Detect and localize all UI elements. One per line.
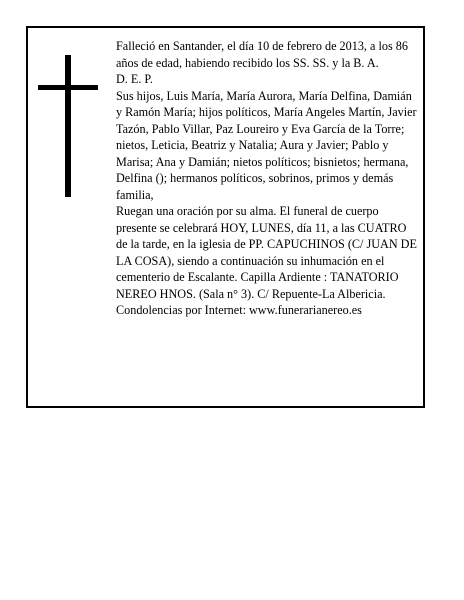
rip-abbreviation: D. E. P. bbox=[116, 72, 153, 86]
cross-icon bbox=[38, 55, 98, 197]
death-announcement: Falleció en Santander, el día 10 de febrero de 2013, a los 86 años de edad, habiendo recibido los SS. SS. y la B. A. bbox=[116, 39, 408, 70]
funeral-details: Ruegan una oración por su alma. El funeral de cuerpo presente se celebrará HOY, LUNES, día 11, a las CUATRO de la tarde, en la iglesia de PP. CAPUCHINOS (C/ JUAN DE LA COSA), siendo a continuación su inhumación en el cementerio de Escalante. Capilla Ardiente : TANATORIO NEREO HNOS. (Sala n° 3). C/ Repuente-La Albericia. bbox=[116, 204, 417, 301]
condolences-website: Condolencias por Internet: www.funerarianereo.es bbox=[116, 303, 362, 317]
family-list: Sus hijos, Luis María, María Aurora, María Delfina, Damián y Ramón María; hijos políticos, María Angeles Martín, Javier Tazón, Pablo Villar, Paz Loureiro y Eva García de la Torre; nietos, Leticia, Beatriz y Natalia; Aura y Javier; Pablo y Marisa; Ana y Damián; nietos políticos; bisnietos; hermana, Delfina (); hermanos políticos, sobrinos, primos y demás familia, bbox=[116, 88, 417, 202]
obituary-text bbox=[116, 38, 420, 319]
cross-horizontal-bar bbox=[38, 85, 98, 90]
cross-vertical-bar bbox=[65, 55, 71, 197]
